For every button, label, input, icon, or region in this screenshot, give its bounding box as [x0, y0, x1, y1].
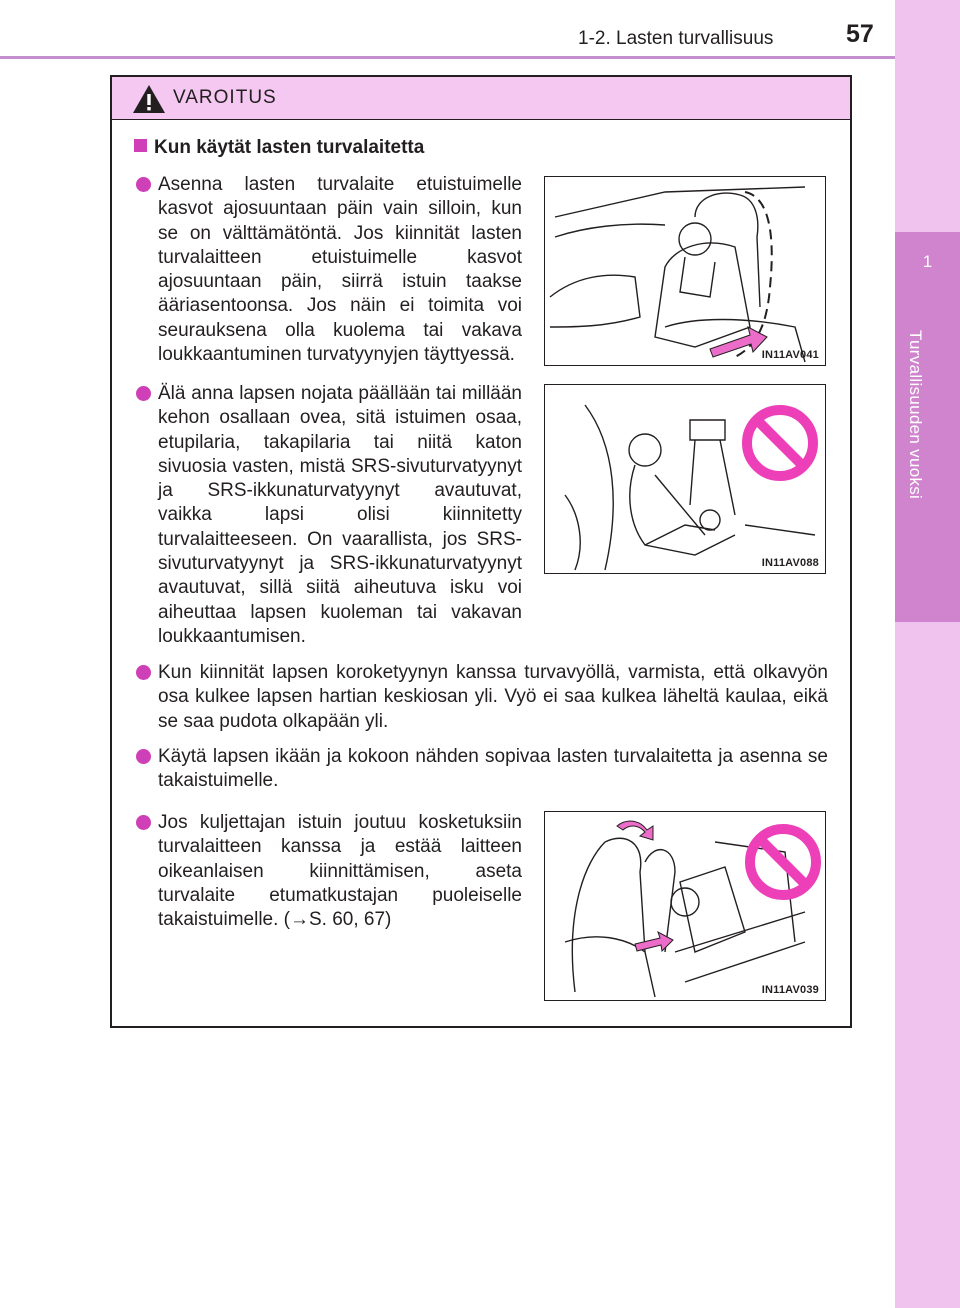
child-seat-illustration [545, 177, 825, 365]
driver-seat-illustration [545, 812, 825, 1000]
side-tab-label: Turvallisuuden vuoksi [906, 330, 925, 500]
page-number: 57 [846, 20, 874, 48]
figure-label: IN11AV088 [761, 557, 819, 569]
warning-triangle-icon [132, 84, 166, 114]
warning-item [136, 173, 522, 367]
warning-item-text: Kun kiinnität lapsen koroketyynyn kanssa turvavyöllä, varmista, että olkavyön osa kulkee lapsen hartian keskiosan yli. Vyö ei saa kulkea läheltä kaulaa, eikä se saa pudota olkapään yli. [158, 662, 828, 732]
warning-item [136, 811, 522, 932]
bullet-icon [136, 177, 151, 192]
warning-item-text: Älä anna lapsen nojata päällään tai millään kehon osallaan ovea, sitä istuimen osaa, etupilaria, takapilaria tai niitä katon sivuosia vasten, mistä SRS-sivuturvatyynyt ja SRS-ikkunaturvatyynyt avautuvat, vaikka lapsi olisi kiinnitetty turvalaitteeseen. On vaarallista, jos SRS-sivuturvatyynyt ja SRS-ikkunaturvatyynyt avautuvat, sillä siitä aiheutuva isku voi aiheuttaa lapsen kuoleman tai vakavan loukkaantumisen. [158, 383, 522, 647]
warning-item-text: Jos kuljettajan istuin joutuu kosketuksiin turvalaitteen kanssa ja estää laitteen oikeanlaisen kiinnittämisen, aseta turvalaite etumatkustajan puoleiselle takaistuimelle. (→S. 60, 67) [158, 812, 522, 931]
section-title: 1-2. Lasten turvallisuus [578, 28, 774, 49]
figure-label: IN11AV041 [761, 349, 819, 361]
figure-child-leaning [544, 384, 826, 574]
square-bullet-icon [134, 139, 147, 152]
warning-subheading [134, 137, 424, 159]
bullet-icon [136, 749, 151, 764]
figure-child-seat-front [544, 176, 826, 366]
warning-box [110, 75, 852, 1028]
warning-item-text: Asenna lasten turvalaite etuistuimelle kasvot ajosuuntaan päin vain silloin, kun se on välttämätöntä. Jos kiinnität lasten turvalaitteen etuistuimelle kasvot ajosuuntaan päin, siirrä istuin taakse ääriasentoonsa. Jos näin ei toimita voi seurauksena olla kuolema tai vakava loukkaantuminen turvatyynyjen täyttyessä. [158, 174, 522, 366]
side-tab-chapter: 1 [922, 252, 933, 271]
bullet-icon [136, 665, 151, 680]
bullet-icon [136, 815, 151, 830]
header-rule [0, 56, 895, 59]
bullet-icon [136, 386, 151, 401]
warning-subheading-text: Kun käytät lasten turvalaitetta [154, 137, 425, 158]
warning-title: VAROITUS [173, 87, 277, 108]
figure-driver-seat-contact [544, 811, 826, 1001]
child-leaning-illustration [545, 385, 825, 573]
warning-item [136, 382, 522, 649]
warning-header [112, 77, 850, 120]
warning-item [136, 661, 828, 734]
warning-item-text: Käytä lapsen ikään ja kokoon nähden sopivaa lasten turvalaitetta ja asenna se takaistuimelle. [158, 746, 828, 792]
warning-item [136, 745, 828, 794]
figure-label: IN11AV039 [761, 984, 819, 996]
side-tab-strip [895, 0, 960, 1308]
